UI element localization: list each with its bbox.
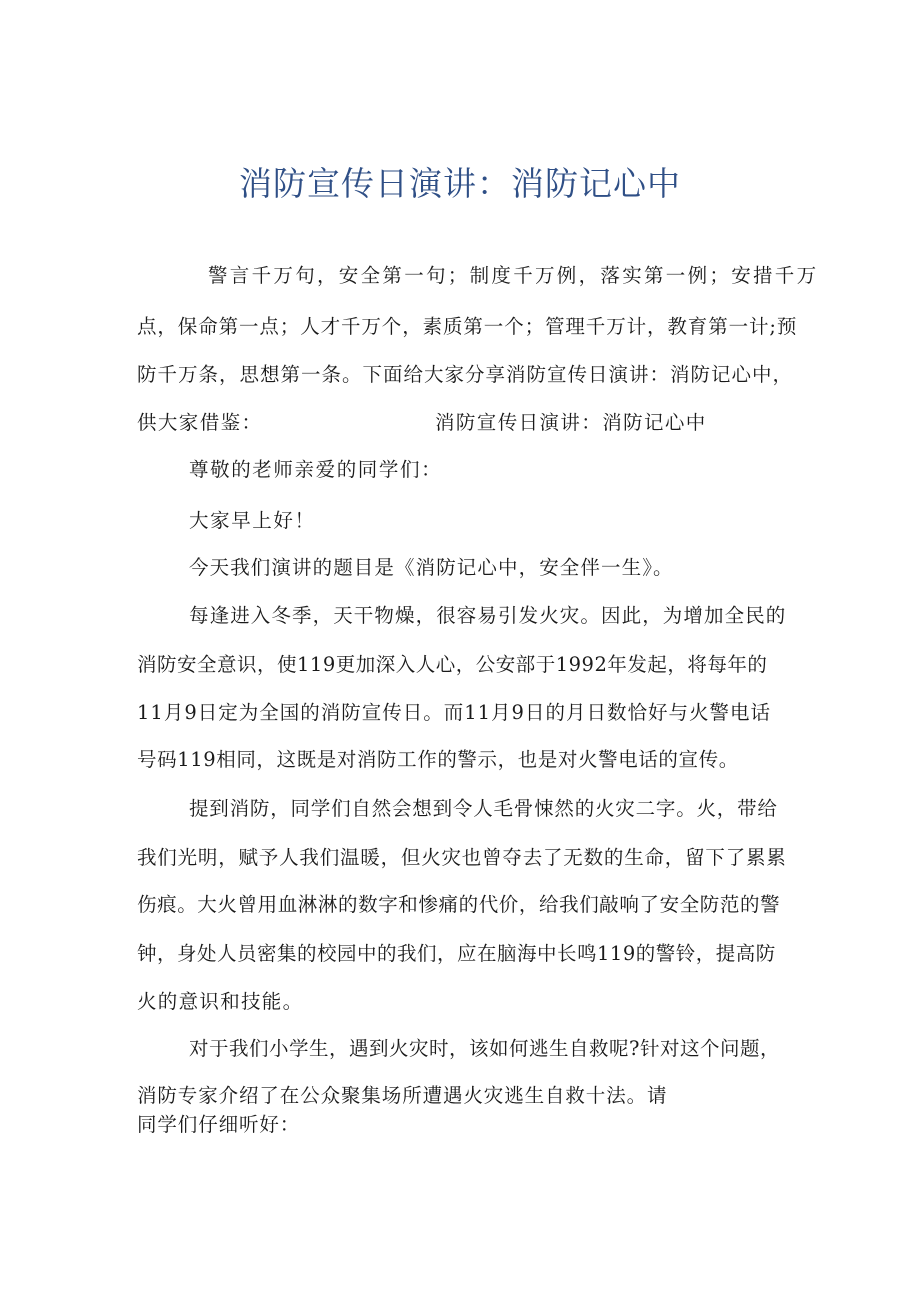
- paragraph-1-line-1: 每逢进入冬季，天干物燥，很容易引发火灾。因此，为增加全民的: [189, 604, 787, 627]
- paragraph-2-line-4: 钟，身处人员密集的校园中的我们，应在脑海中长鸣119的警铃，提高防: [137, 942, 776, 965]
- intro-line-3: 防千万条，思想第一条。下面给大家分享消防宣传日演讲：消防记心中，: [137, 363, 794, 386]
- paragraph-2-line-2: 我们光明，赋予人我们温暖，但火灾也曾夺去了无数的生命，留下了累累: [137, 846, 787, 869]
- intro-line-1: 警言千万句，安全第一句；制度千万例，落实第一例；安措千万: [208, 264, 819, 287]
- document-title: 消防宣传日演讲：消防记心中: [239, 164, 681, 203]
- paragraph-1-line-4: 号码119相同，这既是对消防工作的警示，也是对火警电话的宣传。: [137, 748, 739, 771]
- paragraph-1-line-3: 11月9日定为全国的消防宣传日。而11月9日的月日数恰好与火警电话: [137, 701, 771, 724]
- greeting: 尊敬的老师亲爱的同学们：: [189, 458, 443, 481]
- paragraph-3-line-1: 对于我们小学生，遇到火灾时，该如何逃生自救呢?针对这个问题，: [189, 1037, 780, 1060]
- paragraph-2-line-3: 伤痕。大火曾用血淋淋的数字和惨痛的代价，给我们敲响了安全防范的警: [137, 893, 781, 916]
- paragraph-3-line-3: 同学们仔细听好：: [137, 1113, 301, 1136]
- paragraph-2-line-5: 火的意识和技能。: [137, 990, 304, 1013]
- paragraph-1-line-2: 消防安全意识，使119更加深入人心，公安部于1992年发起，将每年的: [137, 653, 768, 676]
- paragraph-3-line-2: 消防专家介绍了在公众聚集场所遭遇火灾逃生自救十法。请: [137, 1084, 668, 1107]
- paragraph-2-line-1: 提到消防，同学们自然会想到令人毛骨悚然的火灾二字。火，带给: [189, 797, 778, 820]
- intro-line-2: 点，保命第一点；人才千万个，素质第一个；管理千万计，教育第一计;预: [137, 315, 798, 338]
- hello-line: 大家早上好！: [189, 509, 316, 532]
- intro-line-4: 供大家借鉴：: [137, 411, 263, 434]
- topic-line: 今天我们演讲的题目是《消防记心中，安全伴一生》。: [189, 556, 674, 579]
- speech-subtitle: 消防宣传日演讲：消防记心中: [435, 411, 707, 434]
